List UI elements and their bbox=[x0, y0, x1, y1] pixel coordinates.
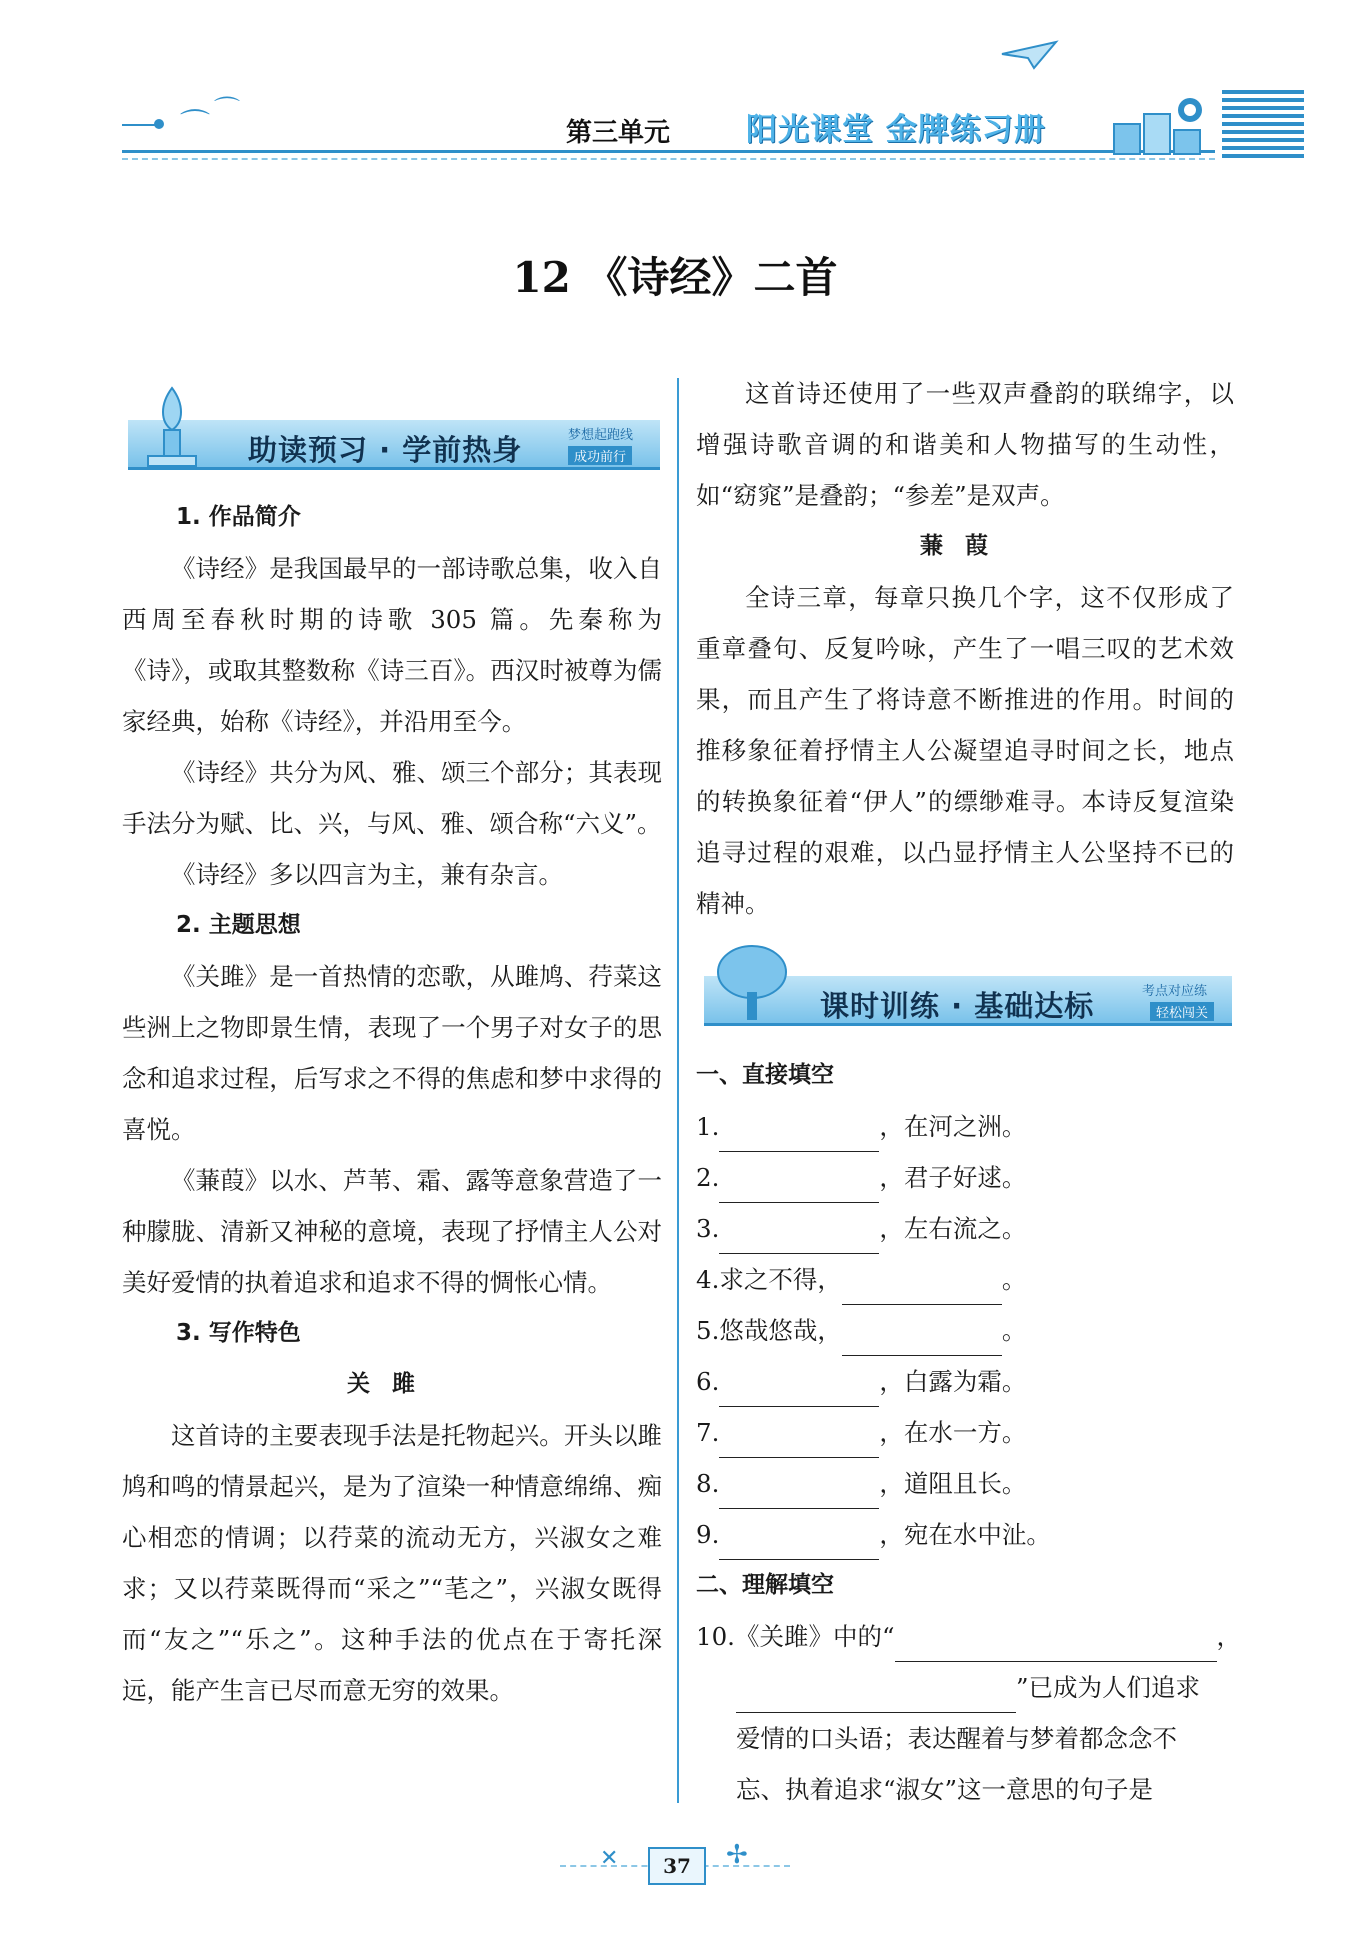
banner-tag: 成功前行 bbox=[568, 446, 632, 465]
header-stripes bbox=[1222, 90, 1304, 158]
section-heading: 2. 主题思想 bbox=[176, 912, 301, 938]
question-number: 3. bbox=[696, 1214, 720, 1243]
question-suffix: ，宛在水中沚。 bbox=[879, 1520, 1051, 1549]
fill-question bbox=[696, 1407, 1234, 1458]
banner-tag: 梦想起跑线 bbox=[568, 428, 634, 443]
part-heading: 二、理解填空 bbox=[696, 1572, 834, 1598]
fill-question bbox=[696, 1152, 1234, 1203]
banner-tag: 考点对应练 bbox=[1142, 984, 1208, 999]
question-number: 2. bbox=[696, 1163, 720, 1192]
answer-blank[interactable] bbox=[895, 1631, 1217, 1662]
right-column-notes bbox=[696, 368, 1234, 929]
section-heading: 3. 写作特色 bbox=[176, 1320, 301, 1346]
page-title: 12 《诗经》二首 bbox=[512, 253, 838, 302]
answer-blank[interactable] bbox=[719, 1121, 879, 1152]
question-10-line bbox=[696, 1662, 1234, 1713]
header-rule-stub bbox=[122, 124, 156, 126]
answer-blank[interactable] bbox=[719, 1376, 879, 1407]
question-suffix: ，在水一方。 bbox=[879, 1418, 1027, 1447]
fill-question bbox=[696, 1203, 1234, 1254]
exercise-section bbox=[696, 1050, 1241, 1815]
question-number: 7. bbox=[696, 1418, 720, 1447]
unit-label: 第三单元 bbox=[566, 118, 671, 148]
left-section-banner bbox=[128, 420, 660, 470]
question-suffix: ，君子好逑。 bbox=[879, 1163, 1027, 1192]
question-suffix: 。 bbox=[1001, 1265, 1027, 1294]
question-prefix: 悠哉悠哉， bbox=[719, 1316, 842, 1345]
poem-subheading: 蒹葭 bbox=[920, 533, 1010, 559]
question-10 bbox=[696, 1611, 1241, 1662]
answer-blank[interactable] bbox=[719, 1223, 879, 1254]
paragraph: 《诗经》是我国最早的一部诗歌总集，收入自西周至春秋时期的诗歌 305 篇。先秦称为《诗》，或取其整数称《诗三百》。西汉时被尊为儒家经典，始称《诗经》，并沿用至今。 bbox=[122, 554, 662, 736]
header-dashed-rule bbox=[122, 158, 1215, 160]
answer-blank[interactable] bbox=[842, 1325, 1002, 1356]
fill-question bbox=[696, 1101, 1234, 1152]
paragraph: 这首诗还使用了一些双声叠韵的联绵字，以增强诗歌音调的和谐美和人物描写的生动性，如“窈窕”是叠韵；“参差”是双声。 bbox=[696, 379, 1234, 510]
bird-icon: ⌒ bbox=[180, 108, 210, 143]
part-heading: 一、直接填空 bbox=[696, 1062, 834, 1088]
header-dot bbox=[154, 119, 164, 129]
pinwheel-icon: ✕ bbox=[600, 1846, 619, 1871]
section-heading: 1. 作品简介 bbox=[176, 504, 301, 530]
answer-blank[interactable] bbox=[719, 1529, 879, 1560]
question-suffix: ，道阻且长。 bbox=[879, 1469, 1027, 1498]
question-number: 5. bbox=[696, 1316, 720, 1345]
question-10-comma: ， bbox=[1216, 1622, 1241, 1651]
banner-label: 助读预习 · 学前热身 bbox=[248, 433, 523, 467]
answer-blank[interactable] bbox=[719, 1478, 879, 1509]
column-divider bbox=[677, 378, 679, 1803]
answer-blank[interactable] bbox=[842, 1274, 1002, 1305]
question-10-prefix: 10.《关雎》中的“ bbox=[696, 1622, 895, 1651]
fill-question bbox=[696, 1509, 1234, 1560]
paragraph: 这首诗的主要表现手法是托物起兴。开头以雎鸠和鸣的情景起兴，是为了渲染一种情意绵绵、痴心相恋的情调；以荇菜的流动无方，兴淑女之难求；又以荇菜既得而“采之”“芼之”，兴淑女既得而“友之”“乐之”。这种手法的优点在于寄托深远，能产生言已尽而意无穷的效果。 bbox=[122, 1421, 662, 1705]
answer-blank[interactable] bbox=[719, 1172, 879, 1203]
paper-plane-icon bbox=[1000, 40, 1060, 70]
question-number: 6. bbox=[696, 1367, 720, 1396]
question-10-line2: ”已成为人们追求 bbox=[1016, 1673, 1201, 1702]
tree-icon bbox=[712, 942, 792, 1024]
header-decoration-icon bbox=[1110, 96, 1222, 156]
question-prefix: 求之不得， bbox=[719, 1265, 842, 1294]
answer-blank[interactable] bbox=[719, 1427, 879, 1458]
fill-question bbox=[696, 1458, 1234, 1509]
fill-question bbox=[696, 1305, 1234, 1356]
fountain-icon bbox=[142, 382, 202, 468]
question-suffix: ，在河之洲。 bbox=[879, 1112, 1027, 1141]
question-suffix: ，左右流之。 bbox=[879, 1214, 1027, 1243]
question-10-line: 忘、执着追求“淑女”这一意思的句子是 bbox=[736, 1775, 1154, 1804]
answer-blank[interactable] bbox=[736, 1682, 1016, 1713]
fill-question bbox=[696, 1254, 1234, 1305]
paragraph: 《诗经》共分为风、雅、颂三个部分；其表现手法分为赋、比、兴，与风、雅、颂合称“六义”。 bbox=[122, 758, 662, 838]
paragraph: 全诗三章，每章只换几个字，这不仅形成了重章叠句、反复吟咏，产生了一唱三叹的艺术效果，而且产生了将诗意不断推进的作用。时间的推移象征着抒情主人公凝望追寻时间之长，地点的转换象征着“伊人”的缥缈难寻。本诗反复渲染追寻过程的艰难，以凸显抒情主人公坚持不已的精神。 bbox=[696, 583, 1234, 918]
question-number: 4. bbox=[696, 1265, 720, 1294]
question-list bbox=[696, 1101, 1234, 1560]
question-number: 9. bbox=[696, 1520, 720, 1549]
paragraph: 《关雎》是一首热情的恋歌，从雎鸠、荇菜这些洲上之物即景生情，表现了一个男子对女子的思念和追求过程，后写求之不得的焦虑和梦中求得的喜悦。 bbox=[122, 962, 662, 1144]
poem-subheading: 关雎 bbox=[347, 1371, 437, 1397]
fill-question bbox=[696, 1356, 1234, 1407]
question-number: 8. bbox=[696, 1469, 720, 1498]
banner-tag: 轻松闯关 bbox=[1150, 1002, 1214, 1021]
question-suffix: ，白露为霜。 bbox=[879, 1367, 1027, 1396]
banner-label: 课时训练 · 基础达标 bbox=[820, 989, 1095, 1023]
question-suffix: 。 bbox=[1001, 1316, 1027, 1345]
series-title: 阳光课堂 金牌练习册 bbox=[746, 112, 1046, 148]
page-number: 37 bbox=[648, 1847, 706, 1885]
bird-icon: ⌒ bbox=[214, 96, 241, 126]
header-rule bbox=[122, 150, 1215, 153]
paragraph: 《蒹葭》以水、芦苇、霜、露等意象营造了一种朦胧、清新又神秘的意境，表现了抒情主人公对美好爱情的执着追求和追求不得的惆怅心情。 bbox=[122, 1166, 662, 1297]
question-number: 1. bbox=[696, 1112, 720, 1141]
question-10-line: 爱情的口头语；表达醒着与梦着都念念不 bbox=[736, 1724, 1177, 1753]
left-column bbox=[122, 492, 662, 1716]
paragraph: 《诗经》多以四言为主，兼有杂言。 bbox=[171, 860, 563, 889]
pinwheel-icon: ✢ bbox=[726, 1840, 748, 1870]
right-section-banner bbox=[704, 976, 1232, 1026]
